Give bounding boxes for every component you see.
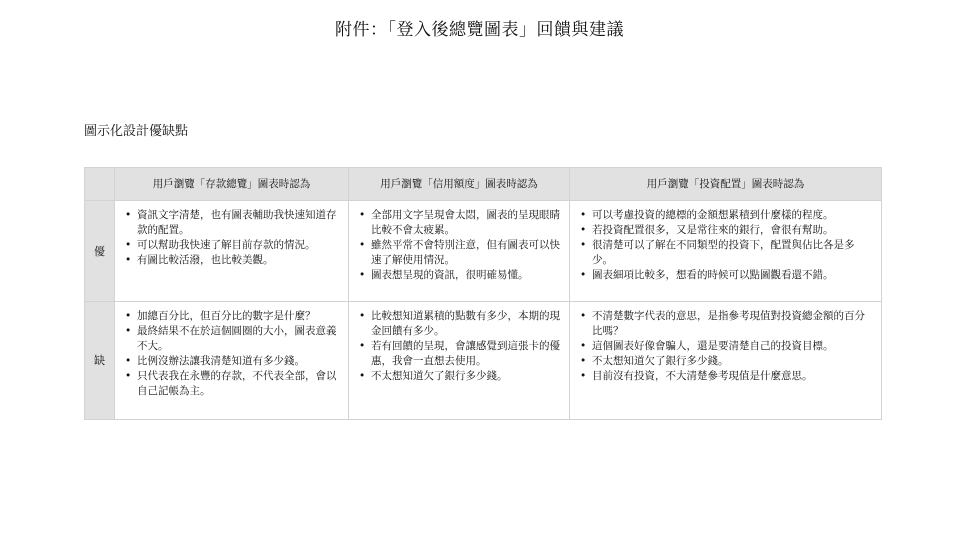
cell-cons-deposit — [115, 302, 349, 420]
page-title: 附件：「登入後總覽圖表」回饋與建議 — [335, 20, 624, 40]
column-header-deposit: 用戶瀏覽「存款總覽」圖表時認為 — [115, 168, 349, 201]
list-item: • 加總百分比，但百分比的數字是什麼？ — [125, 310, 316, 322]
list-item: • 不清楚數字代表的意思，是指參考現值對投資總金額的百分比嗎？ — [580, 310, 865, 337]
section-heading: 圖示化設計優缺點 — [84, 124, 189, 139]
list-item: • 圖表想呈現的資訊，很明確易懂。 — [359, 269, 529, 281]
list-item: • 比較想知道累積的點數有多少，本期的現金回饋有多少。 — [359, 310, 560, 337]
point-list — [357, 208, 561, 283]
list-item: • 比例沒辦法讓我清楚知道有多少錢。 — [125, 355, 305, 367]
list-item: • 雖然平常不會特別注意，但有圖表可以快速了解使用情況。 — [359, 239, 560, 266]
list-item: • 目前沒有投資，不大清楚參考現值是什麼意思。 — [580, 370, 813, 382]
feedback-table — [84, 167, 882, 420]
column-header-credit: 用戶瀏覽「信用額度」圖表時認為 — [349, 168, 570, 201]
list-item: • 資訊文字清楚，也有圖表輔助我快速知道存款的配置。 — [125, 209, 337, 236]
table-header-row — [85, 168, 882, 201]
cell-cons-investment — [570, 302, 882, 420]
list-item: • 不太想知道欠了銀行多少錢。 — [359, 370, 508, 382]
row-label-pros: 優 — [85, 201, 115, 302]
list-item: • 全部用文字呈現會太悶，圖表的呈現眼睛比較不會太疲累。 — [359, 209, 560, 236]
cell-pros-deposit — [115, 201, 349, 302]
list-item: • 只代表我在永豐的存款，不代表全部，會以自己記帳為主。 — [125, 370, 337, 397]
list-item: • 這個圖表好像會騙人，還是要清楚自己的投資目標。 — [580, 340, 834, 352]
list-item: • 不太想知道欠了銀行多少錢。 — [580, 355, 729, 367]
cell-pros-investment — [570, 201, 882, 302]
corner-cell — [85, 168, 115, 201]
point-list — [578, 208, 873, 283]
cell-cons-credit — [349, 302, 570, 420]
point-list — [123, 309, 340, 399]
list-item: • 最終結果不在於這個圓圈的大小，圖表意義不大。 — [125, 325, 337, 352]
row-label-cons: 缺 — [85, 302, 115, 420]
point-list — [357, 309, 561, 384]
table-row-cons — [85, 302, 882, 420]
list-item: • 圖表細項比較多，想看的時候可以點圖觀看還不錯。 — [580, 269, 834, 281]
point-list — [123, 208, 340, 268]
list-item: • 可以考慮投資的總標的金額想累積到什麼樣的程度。 — [580, 209, 834, 221]
list-item: • 很清楚可以了解在不同類型的投資下，配置與佔比各是多少。 — [580, 239, 855, 266]
list-item: • 若有回饋的呈現，會讓感覺到這張卡的優惠，我會一直想去使用。 — [359, 340, 560, 367]
column-header-investment: 用戶瀏覽「投資配置」圖表時認為 — [570, 168, 882, 201]
list-item: • 若投資配置很多，又是常往來的銀行，會很有幫助。 — [580, 224, 834, 236]
list-item: • 可以幫助我快速了解目前存款的情況。 — [125, 239, 316, 251]
table-row-pros — [85, 201, 882, 302]
list-item: • 有圖比較活潑，也比較美觀。 — [125, 254, 274, 266]
cell-pros-credit — [349, 201, 570, 302]
point-list — [578, 309, 873, 384]
